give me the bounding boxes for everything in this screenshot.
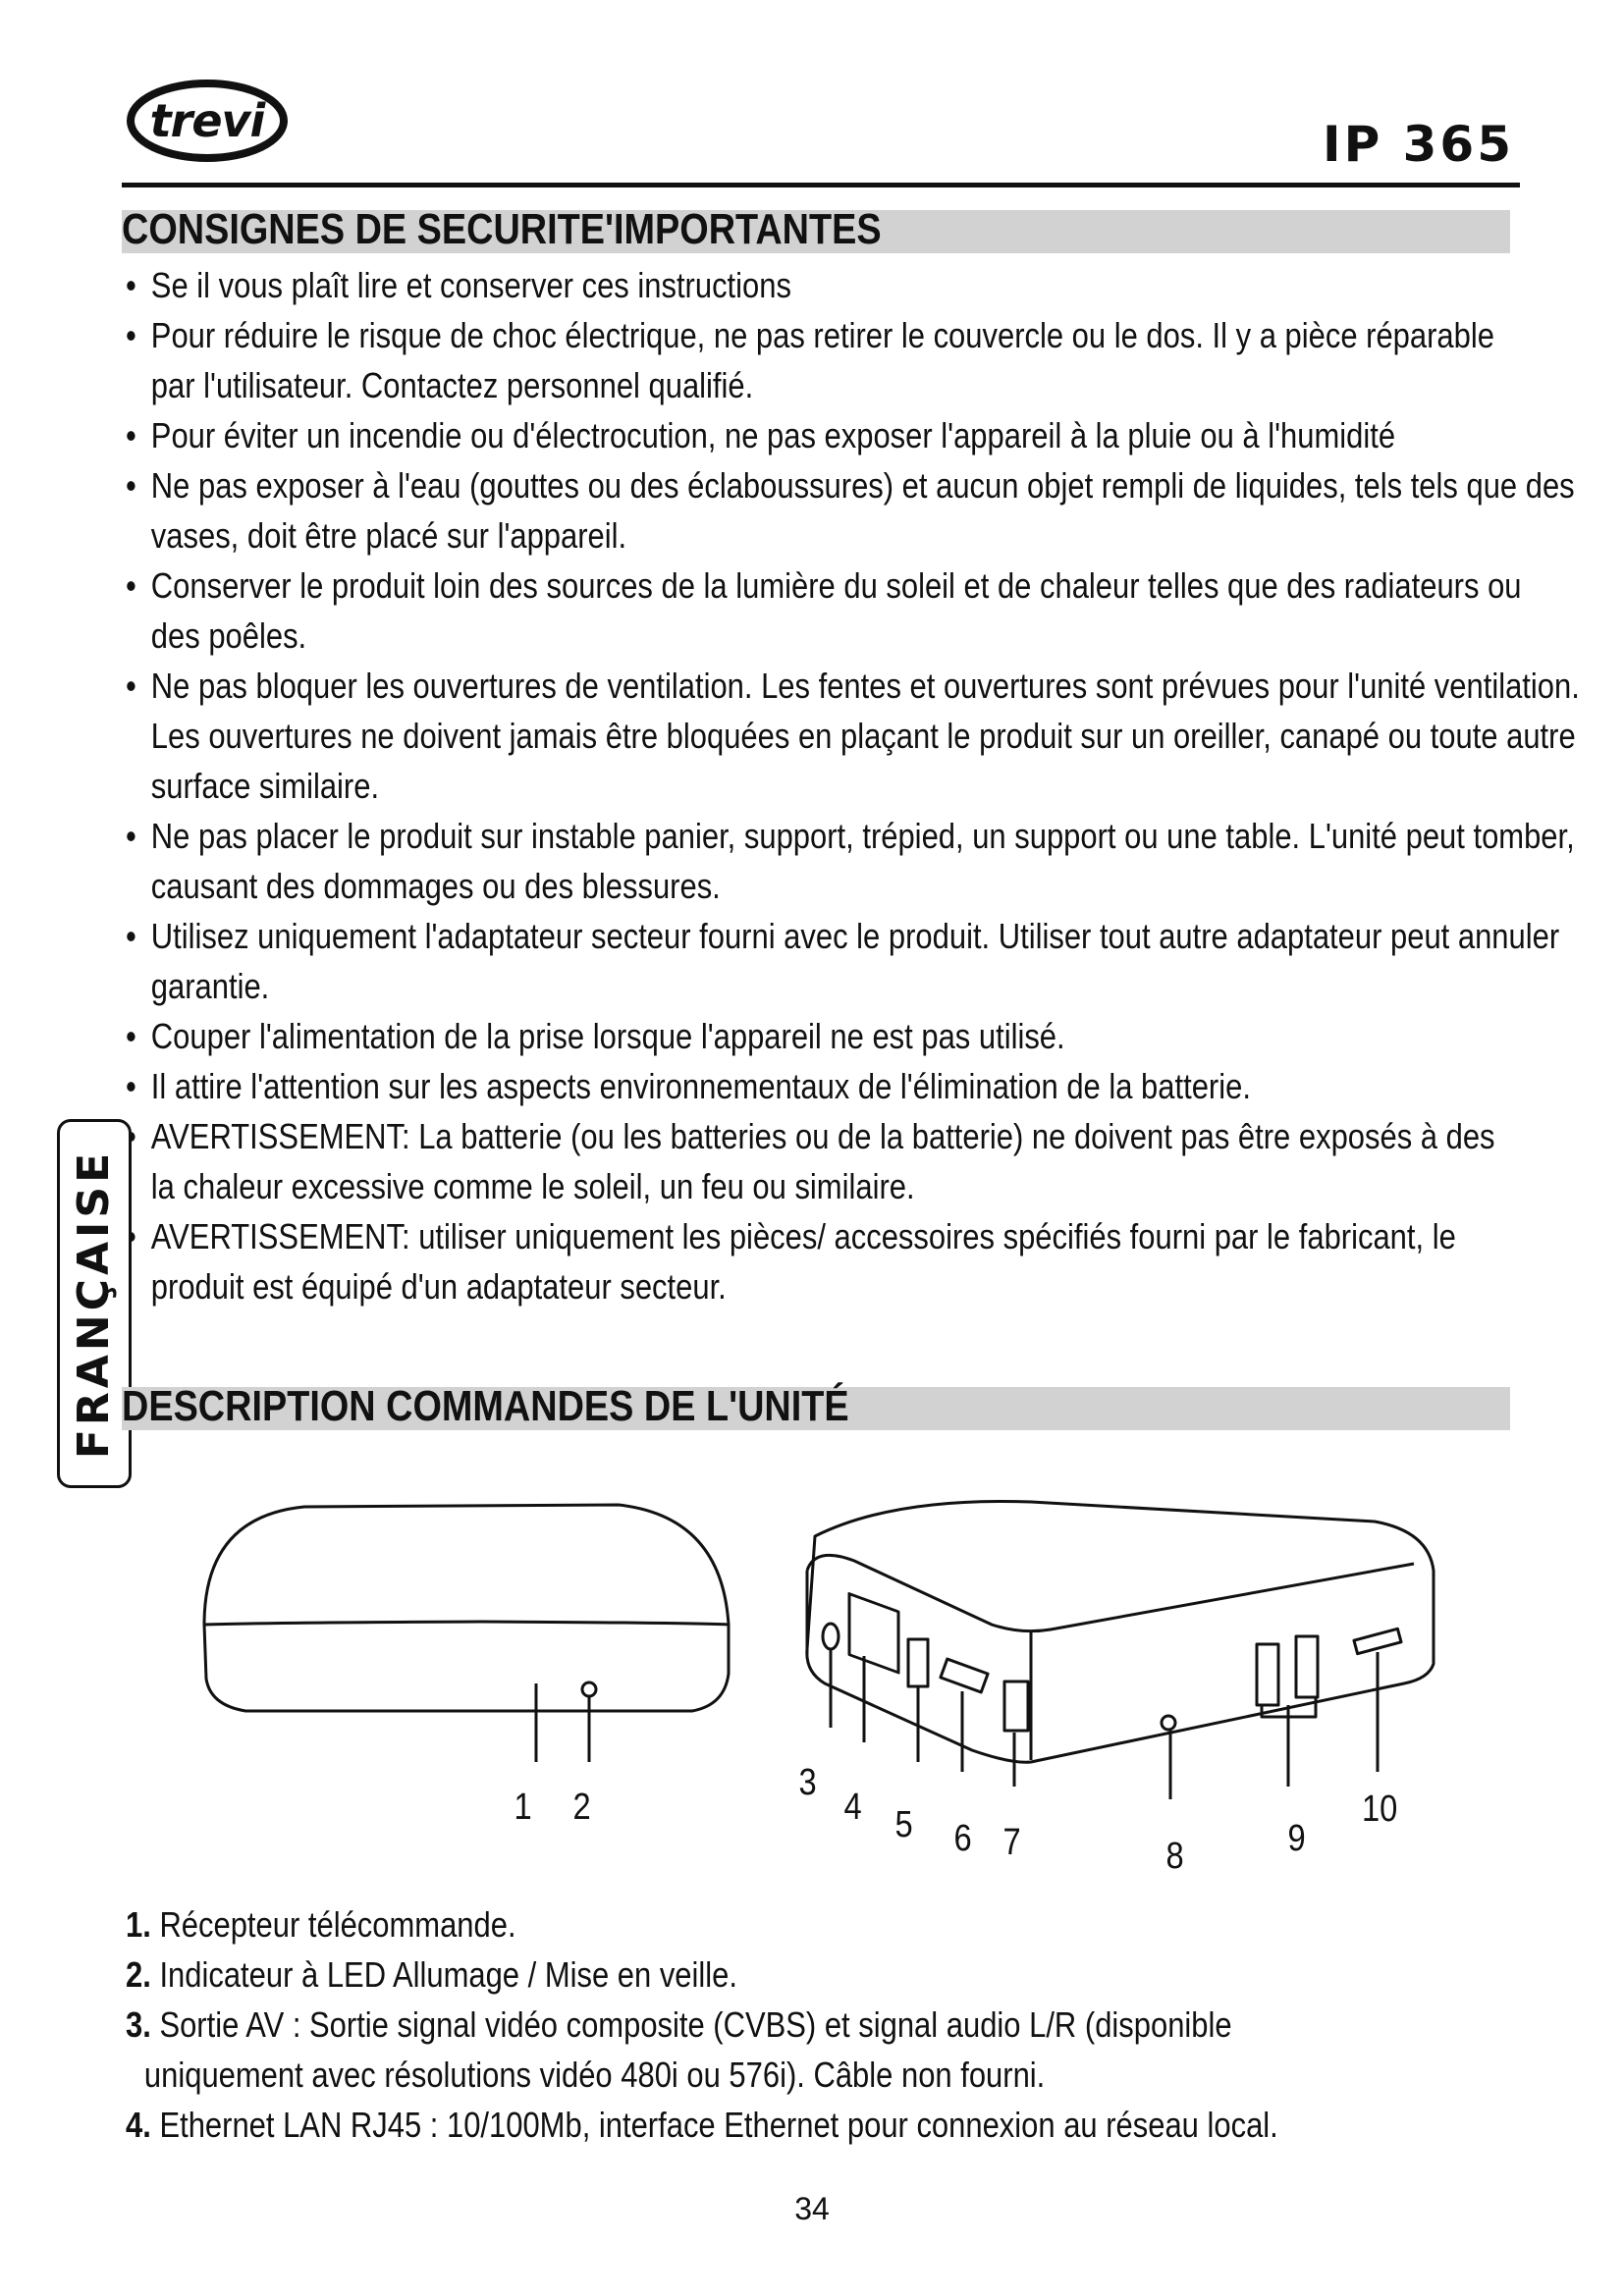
item-text: Indicateur à LED Allumage / Mise en veille. [159,1954,737,1995]
callout-8: 8 [1165,1836,1184,1877]
item-text: Récepteur télécommande. [159,1904,516,1945]
page-number: 34 [794,2191,830,2226]
hdmi-port-icon [941,1659,988,1692]
usb-side-port-2-icon [1296,1636,1318,1697]
item-number: 3. [126,2004,151,2045]
item-text-continued: uniquement avec résolutions vidéo 480i ou 576i). Câble non fourni. [143,2055,1046,2095]
safety-section-title: CONSIGNES DE SECURITE'IMPORTANTES [122,205,882,253]
bullet-item: • Conserver le produit loin des sources de la lumière du soleil et de chaleur telles que des radiateurs ou des poêles. [126,561,1578,661]
callout-4: 4 [843,1787,862,1828]
bullet-item: • Couper l'alimentation de la prise lorsque l'appareil ne est pas utilisé. [126,1011,1620,1061]
bullet-item: • Pour éviter un incendie ou d'électrocution, ne pas exposer l'appareil à la pluie ou à l'humidité [126,410,1624,460]
led-indicator-icon [582,1682,596,1696]
callout-6: 6 [953,1818,972,1859]
rear-device-outline [807,1501,1434,1762]
reset-button-icon [1162,1716,1175,1730]
item-text: Sortie AV : Sortie signal vidéo composite (CVBS) et signal audio L/R (disponible [159,2004,1232,2045]
bullet-item: • AVERTISSEMENT: utiliser uniquement les pièces/ accessoires spécifiés fourni par le fabricant, le produit est équipé d'un adaptateur secteur. [126,1211,1493,1311]
item-number: 1. [126,1904,151,1945]
bullet-item: • AVERTISSEMENT: La batterie (ou les batteries ou de la batterie) ne doivent pas être exposés à des la chaleur excessive comme le soleil, un feu ou similaire. [126,1111,1519,1211]
model-number: IP 365 [1322,116,1514,173]
callout-3: 3 [798,1762,817,1803]
bullet-item: • Ne pas placer le produit sur instable panier, support, trépied, un support ou une table. L'unité peut tomber, causant des dommages ou des blessures. [126,811,1587,911]
bullet-item: • Il attire l'attention sur les aspects environnementaux de l'élimination de la batterie. [126,1061,1620,1111]
header-rule [122,183,1520,187]
av-port-icon [823,1624,839,1649]
logo-text: trevi [149,94,265,147]
callout-2: 2 [572,1787,591,1828]
usb-port-icon [908,1639,928,1686]
callout-7: 7 [1002,1822,1021,1863]
item-text: Ethernet LAN RJ45 : 10/100Mb, interface Ethernet pour connexion au réseau local. [159,2105,1278,2145]
callout-5: 5 [894,1804,913,1845]
list-item [126,1899,1595,1949]
bullet-item: • Se il vous plaît lire et conserver ces instructions [126,260,1620,310]
safety-bullet-list [126,260,1598,1311]
item-number: 4. [126,2105,151,2145]
power-port-icon [1004,1682,1028,1731]
usb-side-port-icon [1257,1644,1278,1705]
trevi-logo [126,79,289,163]
list-item [126,2100,1595,2150]
language-side-tab [57,1119,132,1488]
bullet-item: • Utilisez uniquement l'adaptateur secteur fourni avec le produit. Utiliser tout autre adaptateur peut annuler garantie. [126,911,1624,1011]
description-section-title: DESCRIPTION COMMANDES DE L'UNITÉ [122,1382,849,1430]
front-device-outline [204,1505,729,1711]
bullet-item: • Ne pas bloquer les ouvertures de ventilation. Les fentes et ouvertures sont prévues pour l'unité ventilation. Les ouvertures ne doivent jamais être bloquées en plaçant le produit sur un oreiller, canapé ou toute autre surface similaire. [126,661,1612,811]
list-item [126,1949,1595,2000]
item-number: 2. [126,1954,151,1995]
callout-1: 1 [514,1787,532,1828]
list-item [126,2000,1595,2100]
bullet-item: • Ne pas exposer à l'eau (gouttes ou des éclaboussures) et aucun objet rempli de liquides, tels tels que des vases, doit être placé sur l'appareil. [126,460,1624,561]
controls-description-list [126,1899,1598,2150]
callout-9: 9 [1287,1818,1306,1859]
ethernet-port-icon [849,1594,898,1673]
callout-10: 10 [1361,1789,1398,1830]
bullet-item: • Pour réduire le risque de choc électrique, ne pas retirer le couvercle ou le dos. Il y a pièce réparable par l'utilisateur. Contactez personnel qualifié. [126,310,1502,410]
language-label: FRANÇAISE [69,1148,120,1459]
card-slot-icon [1354,1629,1401,1653]
